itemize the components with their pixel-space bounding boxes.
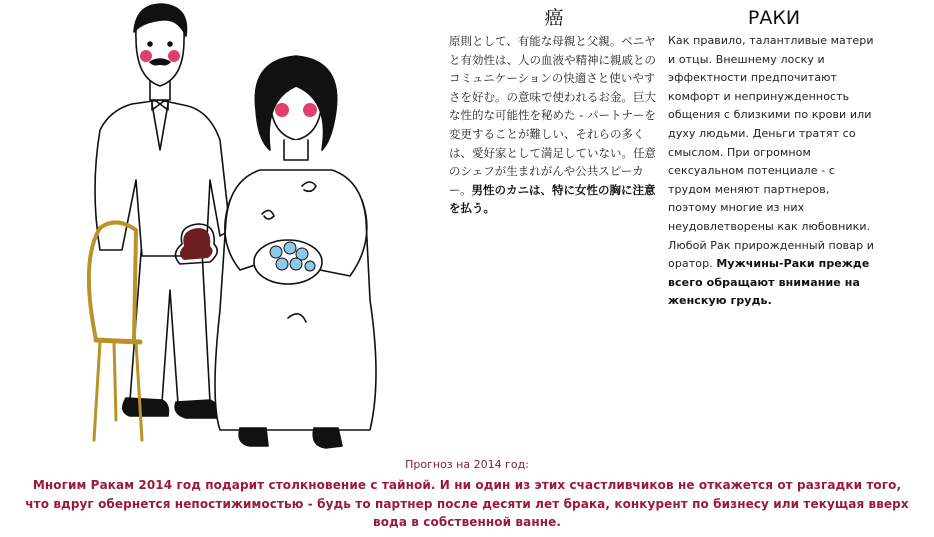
- woman-dress: [215, 170, 376, 430]
- forecast-text: Многим Ракам 2014 год подарит столкновение с тайной. И ни один из этих счастливчиков не откажется от разгадки того, что вдруг обернется непостижимостью - будь то партнер после десяти лет брака, конкурент по бизнесу или текущая вверх вода в собственной ванне.: [25, 478, 909, 529]
- forecast-section: [20, 458, 914, 532]
- man-shoe-left: [123, 398, 169, 416]
- man-jacket: [95, 100, 230, 256]
- russian-body: [668, 32, 880, 311]
- woman-cheek-left: [275, 103, 289, 117]
- japanese-body-text: 原則として、有能な母親と父親。ベニヤと有効性は、人の血液や精神に親戚とのコミュニケーションの快適さと使いやすさを好む。の意味で使われるお金。巨大な性的な可能性を秘めた - パートナーを変更することが難しい、それらの多くは、愛好家として満足していない。任意のシェフが生まれがんや公共スピーカー。: [449, 34, 656, 197]
- man-mustache: [150, 59, 170, 65]
- russian-column: [668, 8, 880, 311]
- japanese-column: [449, 8, 659, 218]
- russian-emphasis: Мужчины-Раки прежде всего обращают внимание на женскую грудь.: [668, 257, 870, 308]
- japanese-title: 癌: [544, 7, 564, 29]
- couple-illustration: [70, 0, 410, 455]
- woman-cheek-right: [303, 103, 317, 117]
- man-cheek-right: [168, 50, 180, 62]
- forecast-title: Прогноз на 2014 год:: [405, 458, 529, 471]
- chair-back: [89, 228, 100, 340]
- russian-title: РАКИ: [747, 7, 801, 29]
- man-trousers: [130, 240, 210, 404]
- man-cheek-left: [140, 50, 152, 62]
- russian-body-text: Как правило, талантливые матери и отцы. Внешнему лоску и эффектности предпочитают комфорт и непринужденность общения с близкими по крови или духу людьми. Деньги тратят со смыслом. При огромном сексуальном потенциале - с трудом меняют партнеров, поэтому многие из них неудовлетворены как любовники. Любой Рак прирожденный повар и оратор.: [668, 34, 875, 271]
- man-shoe-right: [175, 400, 220, 418]
- japanese-body: [449, 32, 659, 218]
- japanese-emphasis: 男性のカニは、特に女性の胸に注意を払う。: [449, 182, 656, 216]
